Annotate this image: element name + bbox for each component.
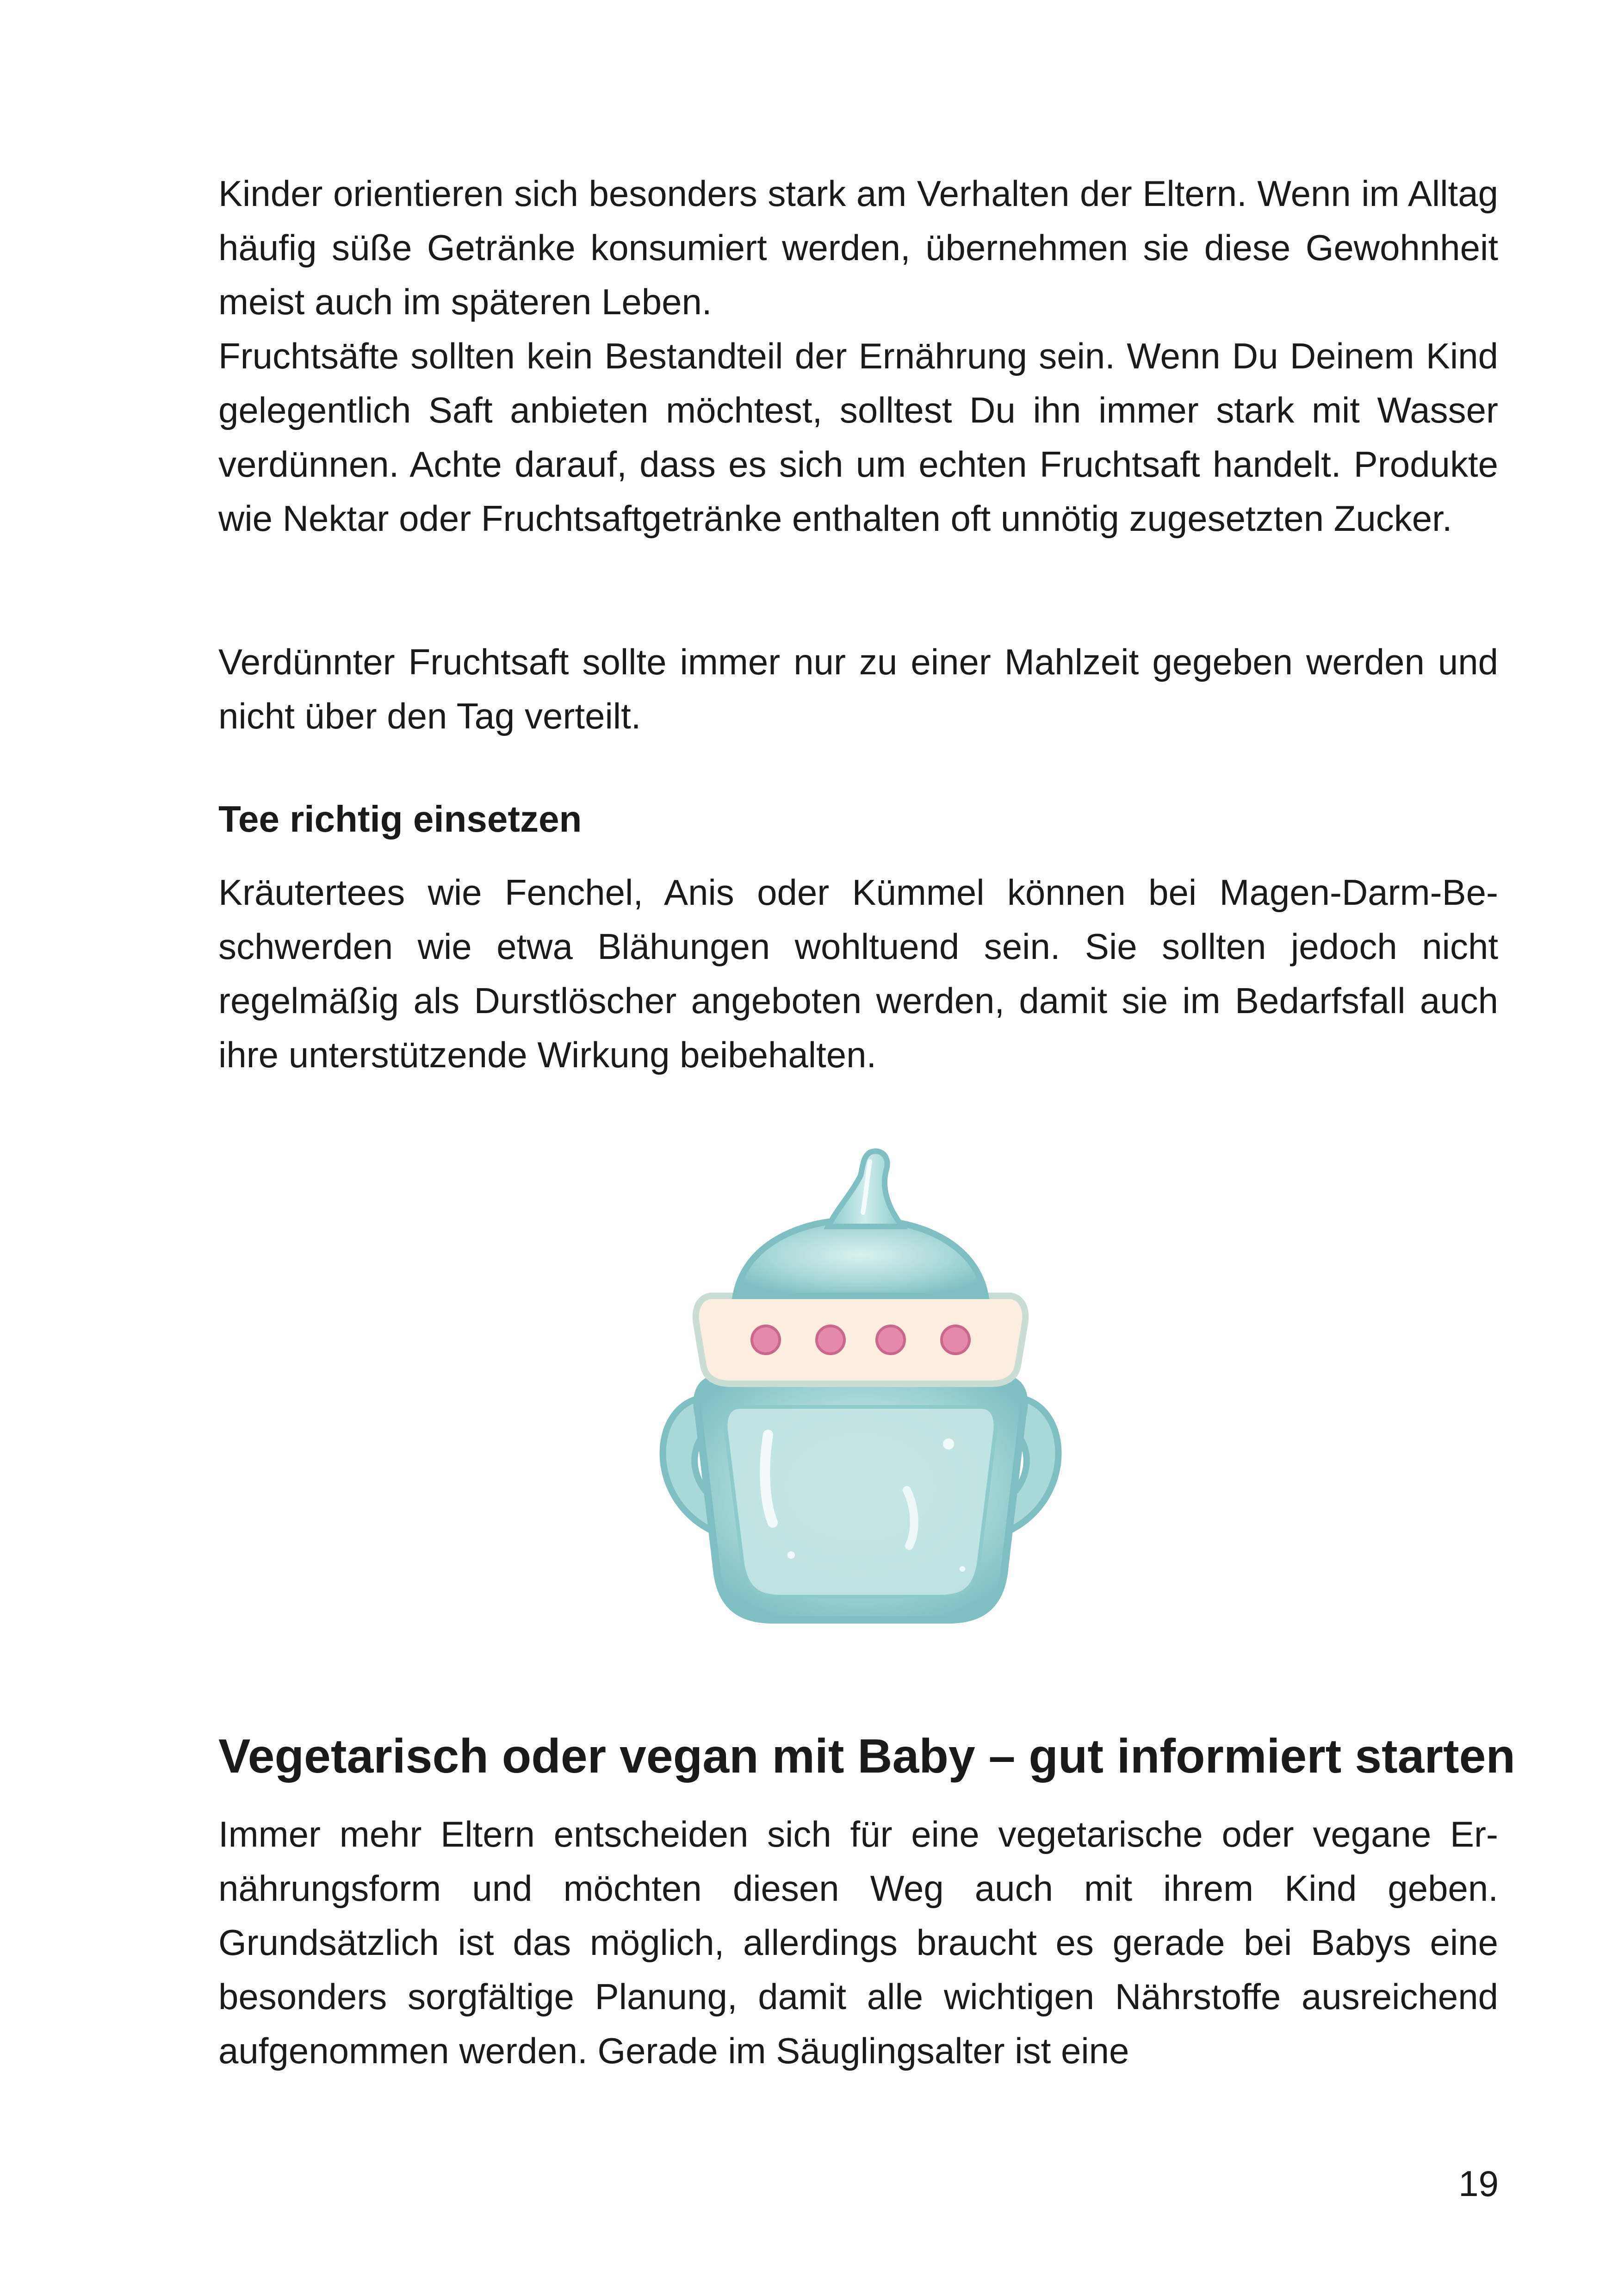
tea-text-block — [218, 865, 1498, 1082]
paragraph-fruit-juice: Fruchtsäfte sollten kein Bestandteil der Ernährung sein. Wenn Du Deinem Kind gelegentlich Saft anbieten möchtest, solltest Du ihn immer stark mit Wasser verdünnen. Achte darauf, dass es sich um echten Fruchtsaft handelt. Produkte wie Nektar oder Fruchtsaftgetränke enthalten oft unnötig zugesetzten Zucker. — [218, 336, 1498, 539]
diluted-juice-text-block — [218, 635, 1498, 743]
page-number: 19 — [1458, 2163, 1499, 2204]
vegan-section-heading: Vegetarisch oder vegan mit Baby – gut informiert starten — [218, 1730, 1515, 1783]
paragraph-herbal-tea: Kräutertees wie Fenchel, Anis oder Kümmel können bei Magen-Darm-Beschwerden wie etwa Blähungen wohltuend sein. Sie sollten jedoch nicht regelmäßig als Durstlöscher angeboten werden, damit sie im Bedarfsfall auch ihre unterstützende Wirkung beibehalten. — [218, 872, 1498, 1075]
baby-sippy-cup-icon — [629, 1139, 1092, 1638]
paragraph-parent-role-model: Kinder orientieren sich besonders stark am Verhalten der Eltern. Wenn im Alltag häufig süße Getränke konsumiert werden, übernehmen sie diese Gewohnheit meist auch im späteren Leben. — [218, 173, 1498, 322]
paragraph-vegan-intro: Immer mehr Eltern entscheiden sich für eine vegetarische oder vegane Ernährungsform und möchten diesen Weg auch mit ihrem Kind geben. Grundsätzlich ist das möglich, allerdings braucht es gerade bei Babys eine besonders sorgfältige Planung, damit alle wichtigen Nährstoffe ausreichend aufgenommen werden. Gerade im Säuglingsalter ist eine — [218, 1814, 1498, 2071]
paragraph-diluted-juice: Verdünnter Fruchtsaft sollte immer nur zu einer Mahlzeit gegeben werden und nicht über den Tag verteilt. — [218, 641, 1498, 736]
tea-subheading: Tee richtig einsetzen — [218, 798, 582, 840]
intro-text-block — [218, 167, 1498, 546]
vegan-text-block — [218, 1807, 1498, 2078]
